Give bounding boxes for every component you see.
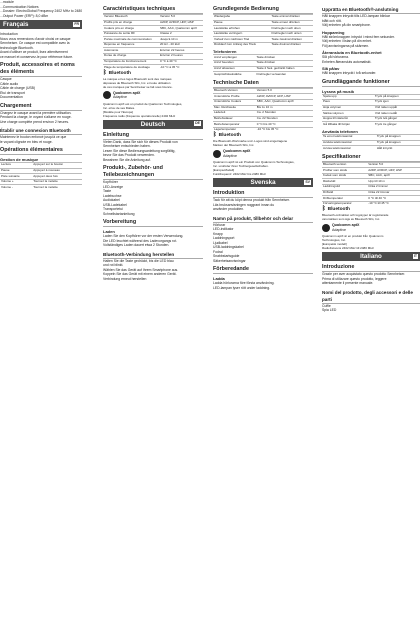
bluetooth-word: Bluetooth: [327, 207, 350, 213]
column-german-swedish: [213, 0, 313, 640]
call-table: [213, 54, 313, 76]
table-cell: -10 °C bis 45 °C: [256, 127, 313, 132]
table-cell: Upp till 10 m: [367, 179, 420, 185]
sub-heading: Återansluta en Bluetooth-enhet: [322, 50, 382, 55]
text-line: använder produkten.: [213, 207, 245, 212]
list-item: USB-laddningskabel: [213, 245, 244, 250]
list-item: Documentation: [0, 95, 23, 99]
sub-heading: Telefonieren: [213, 49, 237, 55]
text-line: Sennheiser. Ce casque est compatible avec la: [0, 41, 70, 45]
text-line: ...Output Power (ERP): 8,0 dBm: [0, 13, 49, 18]
text-line: Inc. et/ou de ses filiales.: [103, 105, 136, 110]
qualcomm-logo: [103, 91, 203, 100]
qualcomm-brand: Qualcomm aptX: [223, 149, 251, 154]
table-cell: Réponse en fréquence: [103, 42, 159, 48]
text-line: ...module: [0, 0, 14, 4]
language-code: FR: [74, 21, 79, 26]
list-item: Câble audio: [0, 81, 19, 86]
text-line: Qualcomm aptX är en produkt från Qualcomm: [322, 234, 384, 239]
text-line: Marken der Bluetooth SIG, Inc.: [213, 143, 255, 148]
language-code: SV: [305, 179, 310, 184]
table-cell: Anruf abweisen: [213, 66, 256, 72]
table-cell: Tryck på knappen: [374, 94, 420, 100]
text-line: varumärken som ägs av Bluetooth SIG, Inc.: [322, 217, 381, 222]
table-row: [322, 146, 420, 151]
table-cell: Température de fonctionnement: [103, 59, 159, 65]
table-cell: Lagertemperatur: [213, 127, 256, 132]
list-item: Ljudkabel: [213, 240, 228, 245]
section-heading: Caractéristiques techniques: [103, 6, 203, 14]
table-cell: Environ 22 heures: [159, 48, 203, 54]
text-line: Halten Sie die Taste gedrückt, bis die LED blau: [103, 258, 174, 263]
table-cell: Avvisa telefonsamtal: [322, 146, 376, 151]
table-cell: Tryck igen: [374, 100, 420, 106]
table-cell: Driftstid: [322, 190, 367, 196]
text-line: Avant d'utiliser ce produit, lisez attentivement: [0, 50, 68, 54]
table-cell: Codecs pris en charge: [103, 26, 159, 32]
table-cell: Portée maximale de communication: [103, 37, 159, 43]
table-cell: Tournez la molette: [32, 179, 82, 185]
bluetooth-icon: ᛒ: [213, 132, 217, 139]
table-row: [322, 122, 420, 127]
text-line: Wählen Sie das Gerät auf Ihrem Smartphone aus.: [103, 267, 179, 272]
text-line: Verbindung erneut herstellen: [103, 276, 147, 281]
table-cell: Piste suivante: [0, 174, 32, 180]
text-line: Die LED leuchtet während des Ladevorgangs rot.: [103, 238, 178, 243]
section-heading: Produkt-, Zubehör- und Teilebezeichnungen: [103, 165, 203, 180]
bluetooth-word: Bluetooth: [108, 70, 131, 76]
table-cell: Puissance de sortie RF: [103, 31, 159, 37]
bluetooth-icon: ᛒ: [322, 206, 326, 213]
table-cell: Version 5.0: [367, 162, 420, 168]
table-cell: Wiedergabe: [213, 15, 271, 21]
text-line: Chargez le casque avant la première utilisation.: [0, 110, 72, 115]
table-cell: Bis zu 10 m: [256, 105, 313, 111]
table-cell: Laddningstid: [322, 185, 367, 191]
table-cell: Cirka 22 timmar: [367, 190, 420, 196]
table-cell: Unterstützte Profile: [213, 94, 256, 100]
qualcomm-brand: Qualcomm aptX: [332, 223, 360, 228]
table-cell: Version 5.0: [159, 15, 203, 21]
text-line: Ladda hörlurarna före första användning.: [213, 281, 275, 286]
text-line: ...Communication Notices: [0, 4, 39, 9]
sub-heading: Gestion de musique: [0, 157, 39, 162]
list-item: Étui de transport: [0, 90, 25, 95]
language-title: Svenska: [250, 179, 276, 187]
qualcomm-disc-icon: [322, 224, 330, 232]
table-cell: Appuyez à nouveau: [32, 168, 82, 174]
table-cell: Drehregler nach oben: [271, 26, 313, 32]
table-cell: Taste drücken: [256, 55, 313, 61]
text-line: und rot blinkt.: [103, 263, 124, 268]
table-cell: Volume -: [0, 185, 32, 190]
spec-table: [103, 14, 203, 70]
table-cell: Environ 2 heures: [159, 54, 203, 60]
list-item: Casque: [0, 77, 12, 81]
text-line: Laden Sie den Kopfhörer vor der ersten Verwendung.: [103, 234, 184, 239]
language-title: Italiano: [360, 253, 382, 261]
list-item: Schnellstartanleitung: [103, 211, 135, 216]
operation-table: [322, 94, 420, 127]
table-cell: Lautstärke erhöhen: [213, 26, 271, 32]
list-item: Knapp: [213, 231, 223, 236]
table-row: [213, 72, 313, 77]
table-cell: SBC, AAC, Qualcomm aptX: [159, 26, 203, 32]
table-cell: Taste zweimal drücken: [271, 37, 313, 43]
table-cell: Räckvidd: [322, 179, 367, 185]
table-cell: Plage de température de stockage: [103, 65, 159, 70]
bluetooth-logo: [322, 206, 420, 213]
table-cell: Rücklauf zum Anfang des Titels: [213, 42, 271, 47]
text-line: le voyant clignote en bleu et rouge.: [0, 139, 53, 144]
operation-table: [213, 14, 313, 47]
text-line: Fréquence radio (fréquence opérationnelle) 2402 MHz: [103, 113, 176, 118]
text-line: Funkfrequenz: 2402 MHz bis 2480 MHz: [213, 172, 266, 177]
table-row: [213, 42, 313, 47]
table-cell: Cirka 2 timmar: [367, 185, 420, 191]
table-cell: Volume +: [0, 179, 32, 185]
language-bar-italian: [322, 252, 420, 261]
text-line: Välj enheten i listan på din enhet.: [322, 39, 372, 43]
table-cell: Ladezeit: [213, 111, 256, 117]
list-item: Snabbstartsguide: [213, 254, 240, 259]
qualcomm-sub: Adaptive: [113, 95, 127, 100]
text-line: Läs bruksanvisningen noggrant innan du: [213, 202, 275, 207]
list-item: Säkerhetsanvisningar: [213, 258, 246, 263]
sub-heading: Laden: [103, 229, 115, 235]
table-cell: Paus: [322, 100, 374, 106]
text-line: [Europeisk modell]: [322, 242, 347, 247]
language-bar-french: [0, 20, 82, 29]
text-line: Qualcomm aptX est un produit de Qualcomm Technologies,: [103, 101, 183, 106]
qualcomm-brand: Qualcomm aptX: [113, 90, 141, 95]
qualcomm-sub: Adaptive: [223, 153, 237, 158]
table-cell: -10 °C à 45 °C: [159, 65, 203, 70]
table-cell: Betriebstemperatur: [213, 122, 256, 128]
list-item: Kopfhörer: [103, 180, 118, 185]
table-cell: Höja volymen: [322, 105, 374, 111]
text-line: Die Bluetooth-Wortmarke und -Logos sind eingetragene: [213, 139, 288, 144]
list-item: Hörlurar: [213, 222, 226, 227]
list-item: Spia LED: [322, 308, 337, 313]
table-cell: Sänka volymen: [322, 111, 374, 117]
table-cell: Taste erneut drücken: [271, 20, 313, 26]
text-line: Vollständiges Laden dauert etwa 2 Stunden.: [103, 243, 170, 248]
list-item: Cuffie: [322, 303, 331, 308]
list-item: Fodral: [213, 249, 223, 254]
table-cell: Taste drücken: [256, 61, 313, 67]
text-line: Une charge complète prend environ 2 heures.: [0, 119, 69, 124]
text-line: Maintenez le bouton enfoncé jusqu'à ce que: [0, 135, 67, 139]
text-line: Välj enheten på din smartphone.: [322, 23, 371, 27]
language-title: Deutsch: [140, 120, 166, 128]
table-cell: Lautstärke verringern: [213, 31, 271, 37]
table-cell: Unterstützte Codecs: [213, 99, 256, 105]
table-cell: Appuyez sur le bouton: [32, 163, 82, 169]
bluetooth-icon: ᛒ: [103, 69, 107, 76]
table-cell: Appuyez deux fois: [32, 174, 82, 180]
table-cell: Drifttemperatur: [322, 196, 367, 202]
text-line: LED-lampan lyser rött under laddning.: [213, 285, 271, 290]
text-line: ce manuel et conservez-le pour référence future.: [0, 54, 74, 59]
language-bar-german: [103, 120, 203, 129]
list-item: Laddningsport: [213, 236, 235, 241]
table-cell: Durée de charge: [103, 54, 159, 60]
text-line: de ces marques par Sennheiser se fait sous licence.: [103, 84, 173, 89]
list-item: Câble de charge (USB): [0, 86, 36, 90]
table-cell: Tryck två gånger: [374, 116, 420, 122]
table-cell: Vorlauf zum nächsten Titel: [213, 37, 271, 43]
table-cell: Ca. 2 Stunden: [256, 111, 313, 117]
list-item: LED-Anzeige: [103, 184, 123, 189]
table-cell: Bluetooth-Version: [213, 88, 256, 94]
table-row: [0, 185, 82, 190]
table-cell: Kodek som stöds: [322, 173, 367, 179]
table-cell: Version Bluetooth: [103, 15, 159, 21]
text-line: Tack för att du köpt denna produkt från Sennheiser.: [213, 198, 290, 203]
table-cell: Drehregler verwenden: [256, 72, 313, 77]
sub-heading: Ladda: [213, 276, 225, 282]
text-line: Inc. und/oder ihren Tochtergesellschaften.: [213, 164, 269, 169]
sub-heading: Hopparning: [322, 29, 345, 35]
table-cell: 0 °C à 40 °C: [159, 59, 203, 65]
text-line: Lesen Sie diese Bedienungsanleitung sorgfältig,: [103, 148, 176, 153]
table-cell: Drehregler nach unten: [271, 31, 313, 37]
text-line: [Europa-Modell]: [213, 168, 235, 173]
section-heading: Namn på produkt, tillbehör och delar: [213, 215, 313, 223]
language-title: Français: [3, 21, 29, 28]
section-heading: Établir une connexion Bluetooth: [0, 127, 82, 135]
text-line: Håll knappen intryckt i två sekunder.: [322, 71, 377, 75]
bluetooth-word: Bluetooth: [218, 133, 241, 139]
table-cell: Autonomie: [103, 48, 159, 54]
table-cell: Vrid ratten nedåt: [374, 111, 420, 117]
table-cell: Tryck tre gånger: [374, 122, 420, 127]
section-heading: Introduktion: [213, 190, 313, 198]
language-bar-swedish: [213, 178, 313, 187]
sub-heading: Lyssna på musik: [322, 88, 355, 94]
text-line: Koppeln Sie das Gerät mit einem anderen Gerät.: [103, 272, 177, 277]
text-line: Enheten återansluts automatiskt.: [322, 59, 372, 64]
qualcomm-sub: Adaptive: [332, 227, 346, 232]
section-heading: Produit, accessoires et noms des éléments: [0, 62, 82, 77]
table-cell: Taste dreimal drücken: [271, 42, 313, 47]
text-line: Nous vous remercions d'avoir choisi ce casque: [0, 36, 71, 41]
text-line: Radiofrekvens 2402 MHz till 2480 MHz: [322, 246, 374, 251]
table-cell: Profils pris en charge: [103, 20, 159, 26]
table-cell: Jusqu'à 10 m: [159, 37, 203, 43]
spec-table: [322, 162, 420, 207]
table-cell: SBC, AAC, aptX: [367, 173, 420, 179]
list-item: USB-Ladekabel: [103, 202, 127, 207]
qualcomm-logo: [213, 149, 313, 158]
table-cell: Tryck på knappen: [376, 140, 420, 146]
table-cell: 20 Hz - 20 kHz: [159, 42, 203, 48]
text-line: Grazie per aver acquistato questo prodotto Sennheiser.: [322, 272, 406, 277]
table-cell: Ca. 22 Stunden: [256, 116, 313, 122]
table-cell: Version 5.0: [256, 88, 313, 94]
section-heading: Chargement: [0, 103, 82, 111]
section-heading: Bluetooth-Verbindung herstellen: [103, 251, 203, 259]
text-line: Vielen Dank, dass Sie sich für dieses Produkt von: [103, 139, 178, 144]
section-heading: Nomi del prodotto, degli accessori e delle parti: [322, 289, 420, 304]
table-cell: Avsluta telefonsamtal: [322, 140, 376, 146]
text-line: Slå på hörlurarna.: [322, 55, 349, 59]
text-line: technologie Bluetooth.: [0, 45, 34, 50]
table-cell: 0 °C bis 40 °C: [256, 122, 313, 128]
language-code: DE: [195, 121, 200, 126]
table-cell: SBC, AAC, Qualcomm aptX: [256, 99, 313, 105]
text-line: Bewahren Sie die Anleitung auf.: [103, 157, 152, 162]
column-french: [0, 0, 82, 640]
table-cell: Förvaringstemperatur: [322, 201, 367, 206]
table-cell: Pause: [0, 168, 32, 174]
spec-table: [213, 88, 313, 133]
table-cell: Max. Reichweite: [213, 105, 256, 111]
table-cell: Tournez la molette: [32, 185, 82, 190]
table-cell: Anruf beenden: [213, 61, 256, 67]
text-line: déposées de Bluetooth SIG, Inc. et toute utilisation: [103, 80, 171, 85]
qualcomm-logo: [322, 223, 420, 232]
table-cell: Hoppa till nästa låt: [322, 116, 374, 122]
text-line: [Modèle pour l'Europe]: [103, 109, 134, 114]
text-line: Prima di utilizzare questo prodotto, leggere: [322, 276, 387, 281]
table-cell: Ta emot telefonsamtal: [322, 134, 376, 140]
section-heading: Förberedande: [213, 266, 313, 274]
table-cell: A2DP, AVRCP, HFP, HSP: [159, 20, 203, 26]
column-swedish-italian: [322, 0, 420, 640]
section-heading: Vorbereitung: [103, 219, 203, 227]
section-heading: Grundlegende Bedienung: [213, 6, 313, 14]
section-heading: Einleitung: [103, 132, 203, 140]
table-cell: Tryck på knappen: [376, 134, 420, 140]
sub-heading: Använda telefonen: [322, 128, 358, 134]
text-line: Sennheiser entschieden haben.: [103, 144, 151, 149]
language-code: IT: [413, 253, 417, 258]
table-cell: Spela upp: [322, 94, 374, 100]
table-cell: Taste 2 Sek. gedrückt halten: [256, 66, 313, 72]
table-cell: Håll intryckt: [376, 146, 420, 151]
bluetooth-logo: [213, 132, 313, 139]
text-line: Qualcomm aptX ist ein Produkt von Qualcomm Technologies,: [213, 160, 295, 165]
table-cell: Taste einmal drücken: [271, 15, 313, 21]
table-cell: Gesprächslautstärke: [213, 72, 256, 77]
section-heading: Grundläggande funktioner: [322, 79, 420, 87]
list-item: Audiokabel: [103, 198, 120, 203]
list-item: Transportetui: [103, 207, 123, 212]
text-line: attentamente il presente manuale.: [322, 281, 374, 286]
table-cell: Gå tillbaka till början: [322, 122, 374, 127]
table-cell: Classe 2: [159, 31, 203, 37]
text-line: La marque et les logos Bluetooth sont des marques: [103, 76, 172, 81]
section-heading: Introduzione: [322, 264, 420, 272]
text-line: Håll strömknappen intryckt i minst fem sekunder.: [322, 34, 395, 39]
section-heading: Opérations élémentaires: [0, 147, 82, 155]
list-item: Taste: [103, 189, 112, 194]
table-cell: Anruf empfangen: [213, 55, 256, 61]
section-heading: Upprätta en Bluetooth®-anslutning: [322, 6, 420, 14]
table-cell: Vrid ratten uppåt: [374, 105, 420, 111]
text-line: bevor Sie das Produkt verwenden.: [103, 153, 155, 158]
table-cell: A2DP, AVRCP, HFP, HSP: [256, 94, 313, 100]
column-french-german: [103, 0, 203, 640]
call-table: [322, 134, 420, 151]
text-line: Bluetooth-ordmärket och logotyper är registrerade: [322, 213, 389, 218]
text-line: blått och rött.: [322, 18, 342, 23]
list-item: LED-indikator: [213, 227, 234, 232]
table-cell: A2DP, AVRCP, HFP, HSP: [367, 168, 420, 174]
table-cell: Bluetooth-version: [322, 162, 367, 168]
operation-table: [0, 162, 82, 190]
radio-notice-block: [0, 0, 82, 18]
qualcomm-disc-icon: [213, 150, 221, 158]
table-cell: -10 °C till 45 °C: [367, 201, 420, 206]
text-line: Introduction: [0, 32, 18, 36]
table-cell: 0 °C till 40 °C: [367, 196, 420, 202]
list-item: Ladebuchse: [103, 193, 122, 198]
text-line: Technologies, Inc.: [322, 238, 347, 243]
section-heading: Technische Daten: [213, 80, 313, 88]
section-heading: Specifikationer: [322, 154, 420, 162]
text-line: Håll knappen intryckt tills LED-lampan blinkar: [322, 14, 391, 18]
table-cell: Lecture: [0, 163, 32, 169]
table-cell: Pause: [213, 20, 271, 26]
bluetooth-logo: [103, 70, 203, 77]
table-cell: Betriebsdauer: [213, 116, 256, 122]
sub-heading: Slå på/av: [322, 66, 340, 71]
text-line: ...Dossier: ElectroGlobal Frequency 2402 MHz to 2480: [0, 9, 82, 13]
text-line: Pendant la charge, le voyant s'allume en rouge.: [0, 115, 72, 119]
table-cell: Profiler som stöds: [322, 168, 367, 174]
text-line: Följ anvisningarna på skärmen.: [322, 43, 370, 48]
qualcomm-disc-icon: [103, 91, 111, 99]
